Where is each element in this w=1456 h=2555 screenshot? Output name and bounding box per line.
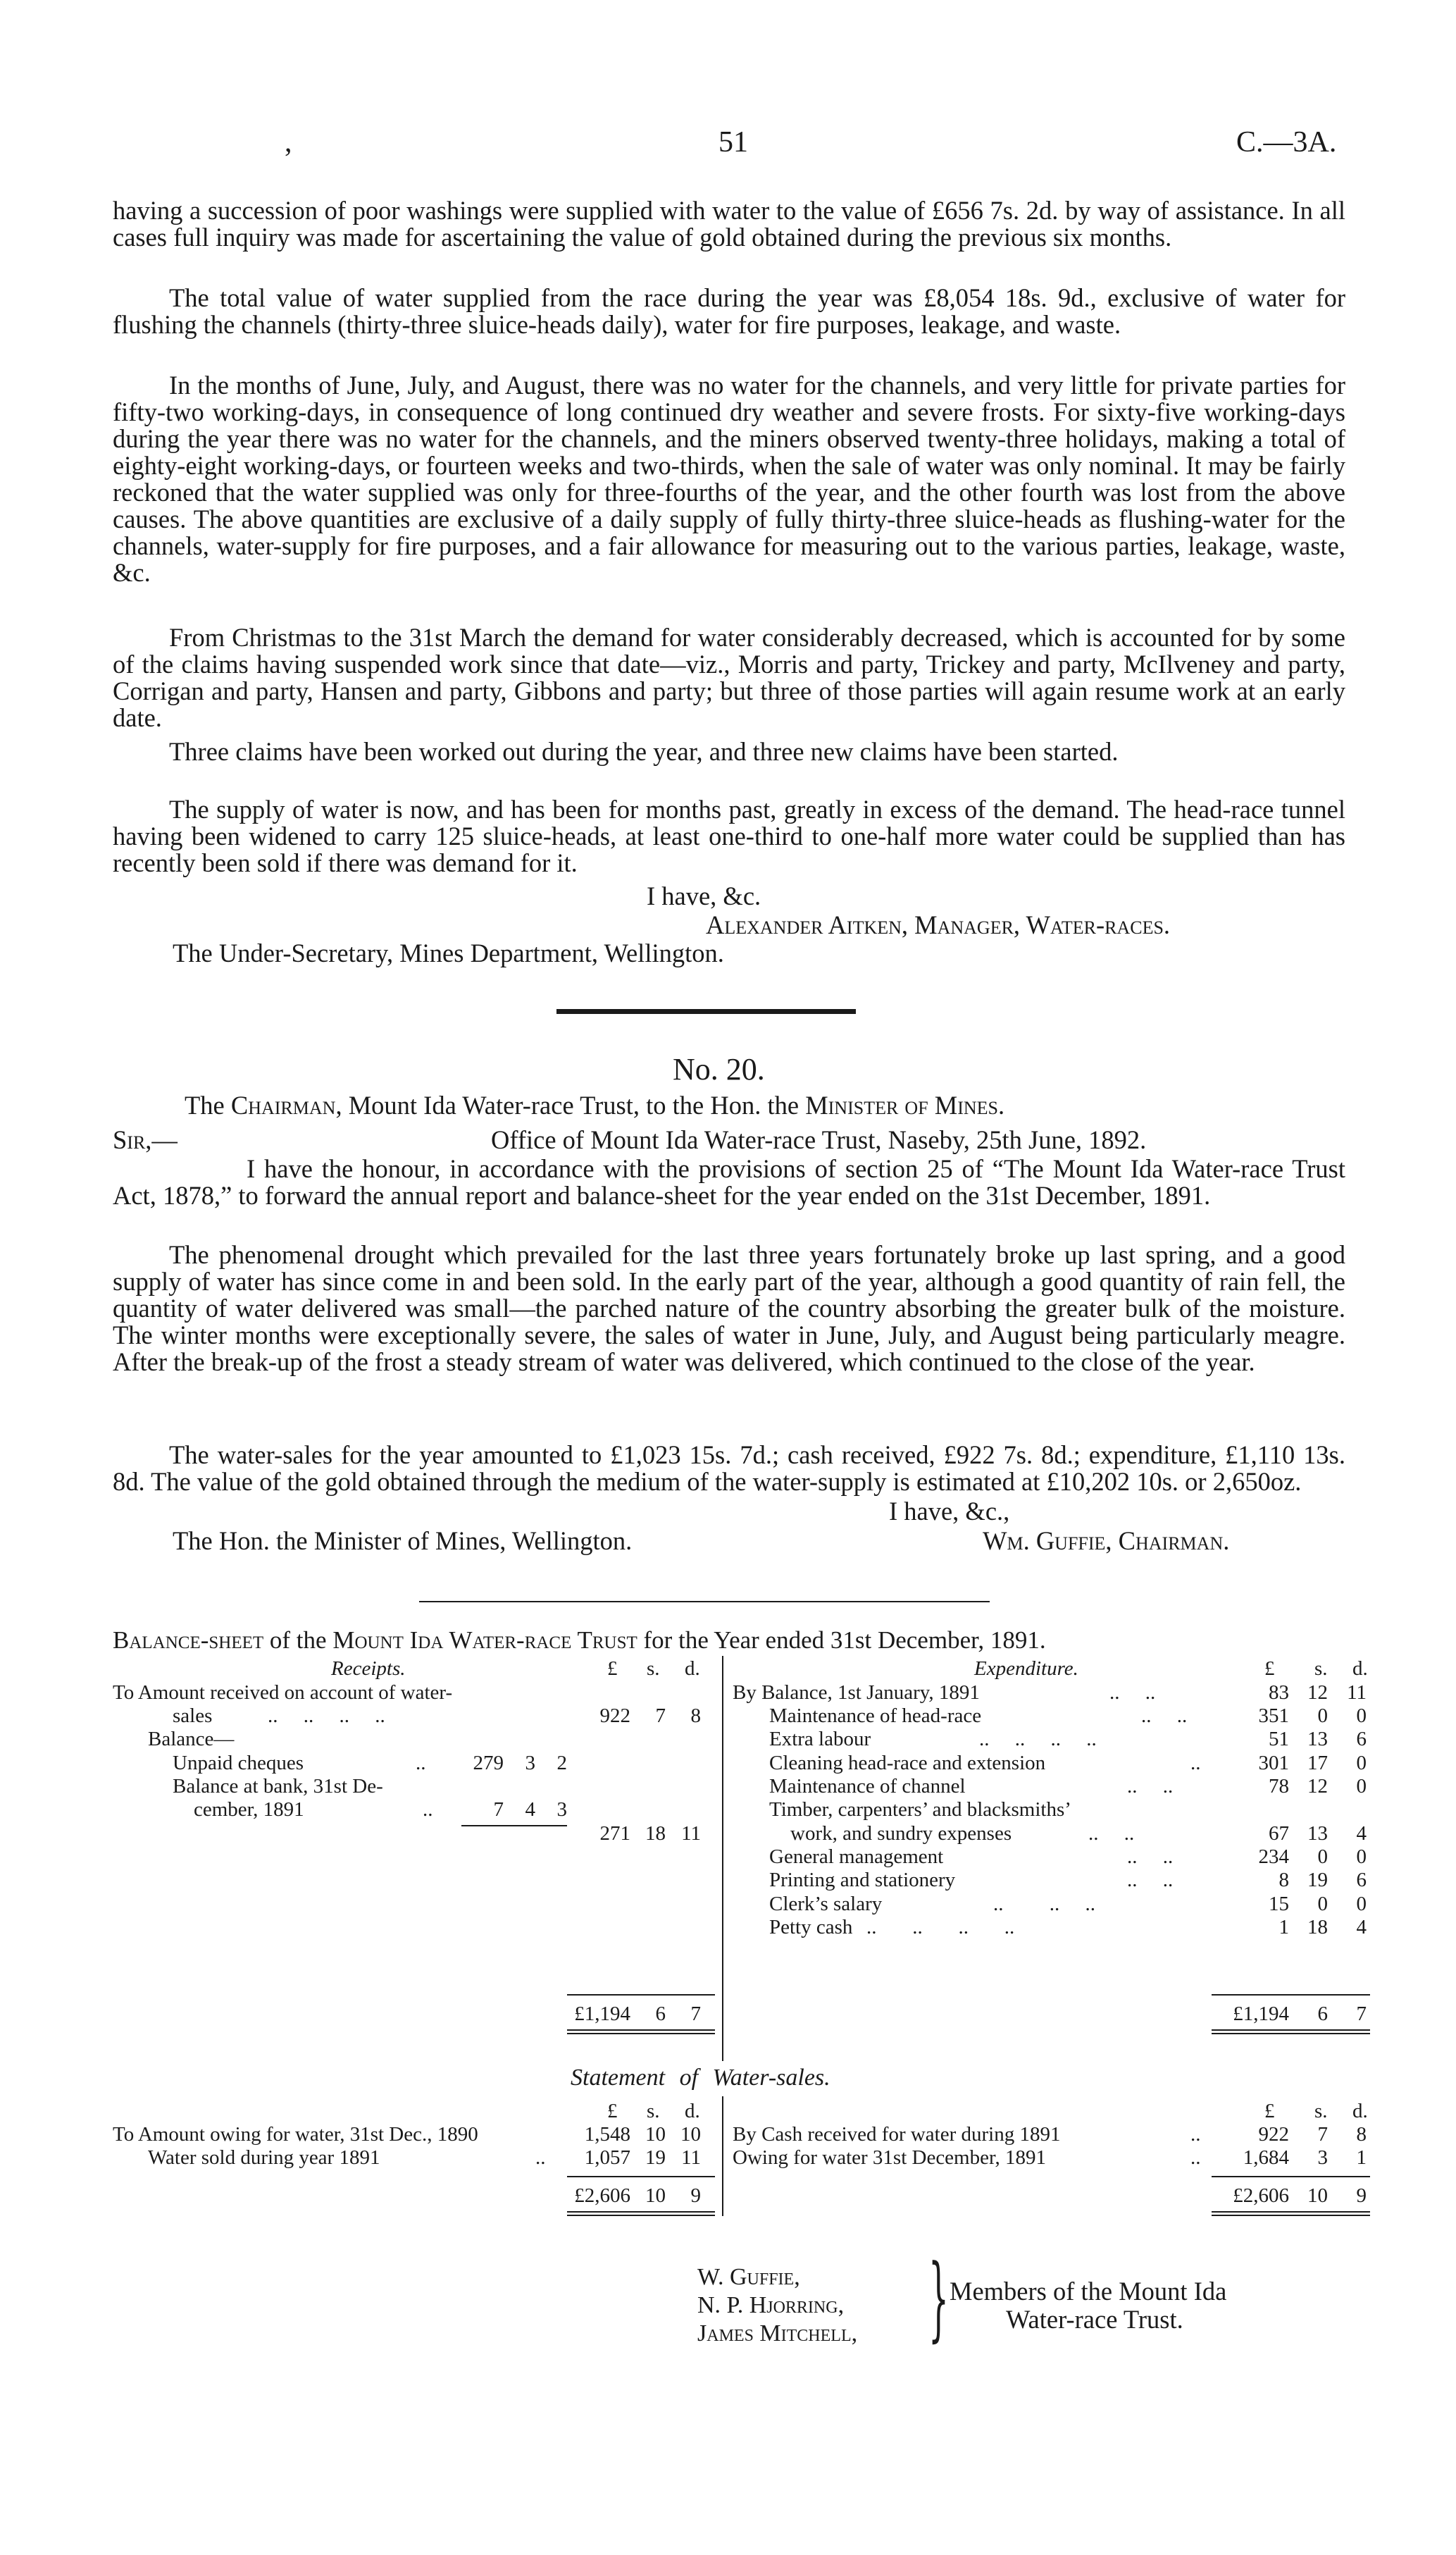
title-c: Mount Ida Water-race Trust	[332, 1626, 637, 1654]
expenditure-label: Cleaning head-race and extension	[769, 1752, 1046, 1774]
total-double-rule	[567, 2215, 715, 2216]
col-shillings: s.	[1314, 1657, 1328, 1680]
amount-shillings: 13	[1307, 1822, 1328, 1845]
amount-pounds: 78	[1269, 1775, 1289, 1798]
amount-pence: 11	[681, 1822, 701, 1845]
amount-shillings: 0	[1317, 1893, 1328, 1915]
leader-dots: .. ..	[1109, 1681, 1156, 1704]
receipts-heading: Receipts.	[331, 1657, 406, 1680]
title-chairman: Chairman	[230, 1091, 336, 1120]
col-shillings: s.	[1314, 2100, 1328, 2122]
col-pounds: £	[607, 1657, 618, 1680]
amount-pounds: 279	[473, 1752, 504, 1774]
receipts-total-pounds: £1,194	[574, 2003, 630, 2025]
amount-pounds: 922	[599, 1705, 630, 1727]
expenditure-total-pounds: £1,194	[1233, 2003, 1289, 2025]
total-double-rule	[567, 2029, 715, 2031]
expenditure-label: work, and sundry expenses	[790, 1822, 1012, 1845]
expenditure-label: General management	[769, 1845, 944, 1868]
amount-shillings: 3	[1317, 2146, 1328, 2169]
amount-pence: 0	[1356, 1705, 1367, 1727]
water-sales-label: To Amount owing for water, 31st Dec., 1890	[113, 2123, 478, 2146]
leader-dots: ..	[1190, 1752, 1201, 1774]
title-b: of the	[263, 1626, 333, 1654]
receipt-label: To Amount received on account of water-	[113, 1681, 453, 1704]
title-d: for the Year ended 31st December, 1891.	[637, 1626, 1046, 1654]
col-pounds: £	[607, 2100, 618, 2122]
amount-shillings: 12	[1307, 1775, 1328, 1798]
expenditure-label: Timber, carpenters’ and blacksmiths’	[769, 1798, 1071, 1821]
amount-shillings: 0	[1317, 1845, 1328, 1868]
amount-pence: 0	[1356, 1775, 1367, 1798]
section-divider	[419, 1601, 990, 1602]
amount-pounds: 301	[1258, 1752, 1289, 1774]
amount-pounds: 8	[1278, 1869, 1289, 1891]
amount-shillings: 10	[645, 2123, 666, 2146]
amount-shillings: 7	[1317, 2123, 1328, 2146]
amount-pence: 2	[556, 1752, 567, 1774]
leader-dots: .. ..	[1141, 1705, 1188, 1727]
col-shillings: s.	[647, 1657, 660, 1680]
receipt-label: Balance at bank, 31st De-	[173, 1775, 383, 1798]
amount-pounds: 7	[493, 1798, 504, 1821]
amount-pence: 10	[680, 2123, 701, 2146]
paragraph: In the months of June, July, and August, there was no water for the channels, and very little for private parties for fifty-two working-days, in consequence of long continued dry weather and severe frosts. For sixty-five working-days during the year there was no water for the channels, and the miners observed twenty-three holidays, making a total of eighty-eight working-days, or fourteen weeks and two-thirds, when the sale of water was only nominal. It may be fairly reckoned that the water supplied was only for three-fourths of the year, and the other fourth was lost from the above causes. The above quantities are exclusive of a daily supply of fully thirty-three sluice-heads as flushing-water for the channels, water-supply for fire purposes, and a fair allowance for measuring out to the various parties, leakage, waste, &c.	[113, 371, 1345, 587]
water-sales-right-total-shillings: 10	[1307, 2184, 1328, 2207]
signature: Wm. Guffie, Chairman.	[983, 1526, 1230, 1555]
amount-pounds: 67	[1269, 1822, 1289, 1845]
expenditure-total-shillings: 6	[1317, 2003, 1328, 2025]
amount-pence: 11	[1347, 1681, 1367, 1704]
expenditure-label: Maintenance of channel	[769, 1775, 966, 1798]
amount-pence: 6	[1356, 1728, 1367, 1750]
amount-shillings: 7	[655, 1705, 666, 1727]
expenditure-label: Petty cash	[769, 1916, 853, 1938]
signatory-name: James Mitchell,	[697, 2320, 858, 2346]
receipt-label: Unpaid cheques	[173, 1752, 304, 1774]
paragraph: Three claims have been worked out during the year, and three new claims have been started.	[169, 737, 1119, 766]
letter-title	[185, 1092, 1004, 1119]
title-a: Balance-sheet	[113, 1626, 264, 1654]
title-a: Statement	[571, 2065, 666, 2091]
paragraph: The total value of water supplied from the race during the year was £8,054 18s. 9d., exclusive of water for flushing the channels (thirty-three sluice-heads daily), water for fire purposes, leakage, and waste.	[113, 283, 1345, 339]
water-sales-left-total-pence: 9	[690, 2184, 701, 2207]
title-mid: , Mount Ida Water-race Trust, to the Hon. the	[335, 1091, 799, 1120]
leader-dots: ..	[1190, 2123, 1201, 2146]
leader-dots: .. ..	[1127, 1775, 1174, 1798]
col-pounds: £	[1264, 1657, 1275, 1680]
balance-sheet-title	[113, 1627, 1046, 1654]
amount-pounds: 1,057	[584, 2146, 630, 2169]
amount-pence: 0	[1356, 1752, 1367, 1774]
amount-pounds: 1,684	[1243, 2146, 1289, 2169]
column-divider	[722, 2096, 723, 2216]
addressee: The Under-Secretary, Mines Department, Wellington.	[173, 939, 724, 967]
expenditure-label: Clerk’s salary	[769, 1893, 883, 1915]
amount-pence: 1	[1356, 2146, 1367, 2169]
leader-dots: ..	[423, 1798, 433, 1821]
amount-pounds: 922	[1258, 2123, 1289, 2146]
amount-pence: 4	[1356, 1916, 1367, 1938]
total-rule	[567, 1994, 715, 1996]
total-double-rule	[567, 2033, 715, 2034]
amount-pence: 8	[690, 1705, 701, 1727]
expenditure-total-pence: 7	[1356, 2003, 1367, 2025]
leader-dots: ..	[416, 1752, 426, 1774]
amount-pence: 6	[1356, 1869, 1367, 1891]
paragraph: I have the honour, in accordance with the provisions of section 25 of “The Mount Ida Water-race Trust Act, 1878,” to forward the annual report and balance-sheet for the year ended on the 31st December, 1891.	[113, 1154, 1345, 1210]
closing: I have, &c.	[647, 881, 761, 910]
water-sales-left-total-pounds: £2,606	[574, 2184, 630, 2207]
amount-pounds: 1	[1278, 1916, 1289, 1938]
leader-dots: ..	[1190, 2146, 1201, 2169]
dateline: Office of Mount Ida Water-race Trust, Naseby, 25th June, 1892.	[491, 1125, 1147, 1154]
amount-pounds: 234	[1258, 1845, 1289, 1868]
receipt-label: cember, 1891	[194, 1798, 304, 1821]
amount-shillings: 17	[1307, 1752, 1328, 1774]
amount-pence: 0	[1356, 1845, 1367, 1868]
section-divider	[556, 1009, 856, 1014]
total-double-rule	[1212, 2029, 1370, 2031]
header-mark: ,	[285, 126, 292, 159]
leader-dots: .. .. .. ..	[866, 1916, 1015, 1938]
total-double-rule	[567, 2211, 715, 2213]
title-c: Water-sales.	[712, 2065, 830, 2091]
receipt-label: sales	[173, 1705, 213, 1727]
amount-pounds: 271	[599, 1822, 630, 1845]
amount-shillings: 18	[1307, 1916, 1328, 1938]
paragraph: The water-sales for the year amounted to £1,023 15s. 7d.; cash received, £922 7s. 8d.; expenditure, £1,110 13s. 8d. The value of the gold obtained through the medium of the water-supply is estimated at £10,202 10s. or 2,650oz.	[113, 1440, 1345, 1496]
subtotal-rule	[461, 1825, 567, 1826]
water-sales-left-total-shillings: 10	[645, 2184, 666, 2207]
water-sales-label: Water sold during year 1891	[148, 2146, 380, 2169]
addressee: The Hon. the Minister of Mines, Wellington.	[173, 1526, 633, 1555]
total-rule	[567, 2176, 715, 2177]
total-rule	[1212, 2176, 1370, 2177]
letter-number: No. 20.	[673, 1052, 765, 1087]
total-double-rule	[1212, 2033, 1370, 2034]
leader-dots: .. ..	[1127, 1845, 1174, 1868]
water-sales-label: By Cash received for water during 1891	[733, 2123, 1061, 2146]
amount-pence: 11	[681, 2146, 701, 2169]
salutation: Sir,—	[113, 1125, 178, 1154]
leader-dots: .. ..	[1127, 1869, 1174, 1891]
col-pounds: £	[1264, 2100, 1275, 2122]
amount-shillings: 12	[1307, 1681, 1328, 1704]
closing: I have, &c.,	[889, 1497, 1010, 1526]
amount-pence: 4	[1356, 1822, 1367, 1845]
paragraph: From Christmas to the 31st March the demand for water considerably decreased, which is accounted for by some of the claims having suspended work since that date—viz., Morris and party, Trickey and party, McIlveney and party, Corrigan and party, Hansen and party, Gibbons and party; but three of those parties will again resume work at an early date.	[113, 623, 1345, 732]
amount-pence: 0	[1356, 1893, 1367, 1915]
expenditure-label: Maintenance of head-race	[769, 1705, 982, 1727]
amount-pounds: 51	[1269, 1728, 1289, 1750]
signature: Alexander Aitken, Manager, Water-races.	[706, 910, 1171, 939]
amount-pounds: 15	[1269, 1893, 1289, 1915]
members-line: Water-race Trust.	[1006, 2305, 1183, 2334]
leader-dots: .. ..	[1088, 1822, 1135, 1845]
amount-shillings: 3	[525, 1752, 535, 1774]
leader-dots: .. .. .. ..	[268, 1705, 385, 1727]
expenditure-label: Extra labour	[769, 1728, 871, 1750]
amount-shillings: 19	[645, 2146, 666, 2169]
column-divider	[722, 1656, 723, 2061]
members-line: Members of the Mount Ida	[950, 2277, 1227, 2306]
title-pre: The	[185, 1091, 225, 1120]
signatory-name: N. P. Hjorring,	[697, 2292, 845, 2318]
water-sales-right-total-pounds: £2,606	[1233, 2184, 1289, 2207]
title-end: .	[998, 1091, 1005, 1120]
total-rule	[1212, 1994, 1370, 1996]
total-double-rule	[1212, 2211, 1370, 2213]
amount-pounds: 83	[1269, 1681, 1289, 1704]
total-double-rule	[1212, 2215, 1370, 2216]
amount-pounds: 351	[1258, 1705, 1289, 1727]
col-shillings: s.	[647, 2100, 660, 2122]
leader-dots: ..	[535, 2146, 546, 2169]
col-pence: d.	[1352, 1657, 1368, 1680]
expenditure-label: Printing and stationery	[769, 1869, 956, 1891]
water-sales-title	[571, 2065, 830, 2091]
water-sales-label: Owing for water 31st December, 1891	[733, 2146, 1046, 2169]
title-minister: Minister of Mines	[805, 1091, 999, 1120]
receipts-total-shillings: 6	[655, 2003, 666, 2025]
amount-pence: 3	[556, 1798, 567, 1821]
amount-pounds: 1,548	[584, 2123, 630, 2146]
col-pence: d.	[685, 2100, 700, 2122]
expenditure-label: By Balance, 1st January, 1891	[733, 1681, 980, 1704]
page-reference: C.—3A.	[1236, 126, 1337, 159]
title-b: of	[679, 2065, 699, 2091]
paragraph: The supply of water is now, and has been for months past, greatly in excess of the demand. The head-race tunnel having been widened to carry 125 sluice-heads, at least one-third to one-half more water could be supplied than has recently been sold if there was demand for it.	[113, 795, 1345, 877]
amount-shillings: 0	[1317, 1705, 1328, 1727]
amount-shillings: 19	[1307, 1869, 1328, 1891]
expenditure-heading: Expenditure.	[974, 1657, 1078, 1680]
col-pence: d.	[685, 1657, 700, 1680]
col-pence: d.	[1352, 2100, 1368, 2122]
paragraph: having a succession of poor washings were supplied with water to the value of £656 7s. 2d. by way of assistance. In all cases full inquiry was made for ascertaining the value of gold obtained during the previous six months.	[113, 196, 1345, 252]
amount-shillings: 4	[525, 1798, 535, 1821]
amount-pence: 8	[1356, 2123, 1367, 2146]
amount-shillings: 13	[1307, 1728, 1328, 1750]
leader-dots: .. .. ..	[993, 1893, 1095, 1915]
leader-dots: .. .. .. ..	[979, 1728, 1097, 1750]
water-sales-right-total-pence: 9	[1356, 2184, 1367, 2207]
amount-shillings: 18	[645, 1822, 666, 1845]
receipts-total-pence: 7	[690, 2003, 701, 2025]
page-number: 51	[718, 126, 748, 159]
receipt-label: Balance—	[148, 1728, 235, 1750]
signatory-name: W. Guffie,	[697, 2264, 800, 2290]
paragraph: The phenomenal drought which prevailed for the last three years fortunately broke up last spring, and a good supply of water has since come in and been sold. In the early part of the year, although a good quantity of rain fell, the quantity of water delivered was small—the parched nature of the country absorbing the greater bulk of the moisture. The winter months were exceptionally severe, the sales of water in June, July, and August being particularly meagre. After the break-up of the frost a steady stream of water was delivered, which continued to the close of the year.	[113, 1240, 1345, 1376]
brace: }	[928, 2244, 949, 2351]
